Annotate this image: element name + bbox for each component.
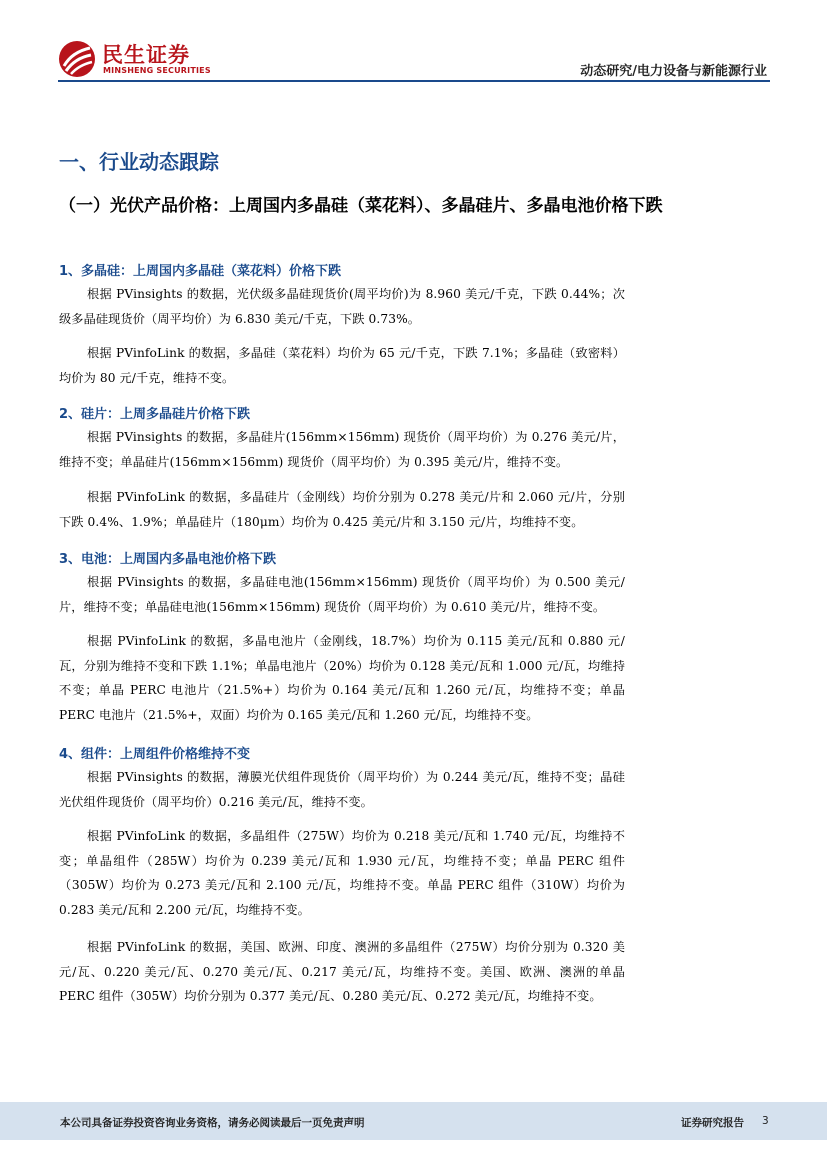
module-paragraph-2: 根据 PVinfoLink 的数据，多晶组件（275W）均价为 0.218 美元/瓦和 1.740 元/瓦，均维持不变；单晶组件（285W）均价为 0.239 美元/瓦和 1.930 元/瓦，均维持不变；单晶 PERC 组件（305W）均价为 0.273 美元/瓦和 2.100 元/瓦，均维持不变。单晶 PERC 组件（310W）均价为 0.283 美元/瓦和 2.200 元/瓦，均维持不变。	[59, 829, 625, 917]
module-heading: 4、组件：上周组件价格维持不变	[59, 747, 251, 762]
cell-paragraph-1: 根据 PVinsights 的数据，多晶硅电池(156mm×156mm) 现货价（周平均价）为 0.500 美元/片，维持不变；单晶硅电池(156mm×156mm) 现货价（周平均价）为 0.610 美元/片，维持不变。	[59, 575, 625, 614]
polysilicon-paragraph-2: 根据 PVinfoLink 的数据，多晶硅（菜花料）均价为 65 元/千克，下跌 7.1%；多晶硅（致密料）均价为 80 元/千克，维持不变。	[59, 346, 625, 385]
cell-paragraph-2: 根据 PVinfoLink 的数据，多晶电池片（金刚线，18.7%）均价为 0.115 美元/瓦和 0.880 元/瓦，分别为维持不变和下跌 1.1%；单晶电池片（20%）均价为 0.128 美元/瓦和 1.000 元/瓦，均维持不变；单晶 PERC 电池片（21.5%+）均价为 0.164 美元/瓦和 1.260 元/瓦，均维持不变；单晶 PERC 电池片（21.5%+，双面）均价为 0.165 美元/瓦和 1.260 元/瓦，均维持不变。	[59, 634, 625, 722]
minsheng-logo-icon	[58, 40, 96, 78]
page-header	[0, 0, 827, 86]
module-paragraph-3: 根据 PVinfoLink 的数据，美国、欧洲、印度、澳洲的多晶组件（275W）均价分别为 0.320 美元/瓦、0.220 美元/瓦、0.270 美元/瓦、0.217 美元/瓦，均维持不变。美国、欧洲、澳洲的单晶 PERC 组件（305W）均价分别为 0.377 美元/瓦、0.280 美元/瓦、0.272 美元/瓦，均维持不变。	[59, 940, 625, 1003]
wafer-paragraph-2: 根据 PVinfoLink 的数据，多晶硅片（金刚线）均价分别为 0.278 美元/片和 2.060 元/片，分别下跌 0.4%、1.9%；单晶硅片（180μm）均价为 0.425 美元/片和 3.150 元/片，均维持不变。	[59, 490, 625, 529]
footer-report-type: 证券研究报告	[681, 1117, 744, 1129]
report-category: 动态研究/电力设备与新能源行业	[580, 64, 767, 79]
footer-disclaimer: 本公司具备证券投资咨询业务资格，请务必阅读最后一页免责声明	[60, 1117, 365, 1129]
wafer-heading: 2、硅片：上周多晶硅片价格下跌	[59, 407, 251, 422]
polysilicon-heading: 1、多晶硅：上周国内多晶硅（菜花料）价格下跌	[59, 264, 342, 279]
cell-heading: 3、电池：上周国内多晶电池价格下跌	[59, 552, 277, 567]
section-subtitle: （一）光伏产品价格：上周国内多晶硅（菜花料）、多晶硅片、多晶电池价格下跌	[59, 196, 663, 216]
polysilicon-paragraph-1: 根据 PVinsights 的数据，光伏级多晶硅现货价(周平均价)为 8.960 美元/千克，下跌 0.44%；次级多晶硅现货价（周平均价）为 6.830 美元/千克，下跌 0.73%。	[59, 287, 625, 326]
header-divider	[58, 80, 770, 82]
section-title: 一、行业动态跟踪	[59, 150, 219, 174]
module-paragraph-1: 根据 PVinsights 的数据，薄膜光伏组件现货价（周平均价）为 0.244 美元/瓦，维持不变；晶硅光伏组件现货价（周平均价）0.216 美元/瓦，维持不变。	[59, 770, 625, 809]
page-number: 3	[762, 1115, 769, 1127]
logo-chinese-name: 民生证券	[102, 43, 190, 67]
logo-english-name: MINSHENG SECURITIES	[103, 66, 211, 75]
wafer-paragraph-1: 根据 PVinsights 的数据，多晶硅片(156mm×156mm) 现货价（周平均价）为 0.276 美元/片，维持不变；单晶硅片(156mm×156mm) 现货价（周平均价）为 0.395 美元/片，维持不变。	[59, 430, 625, 469]
